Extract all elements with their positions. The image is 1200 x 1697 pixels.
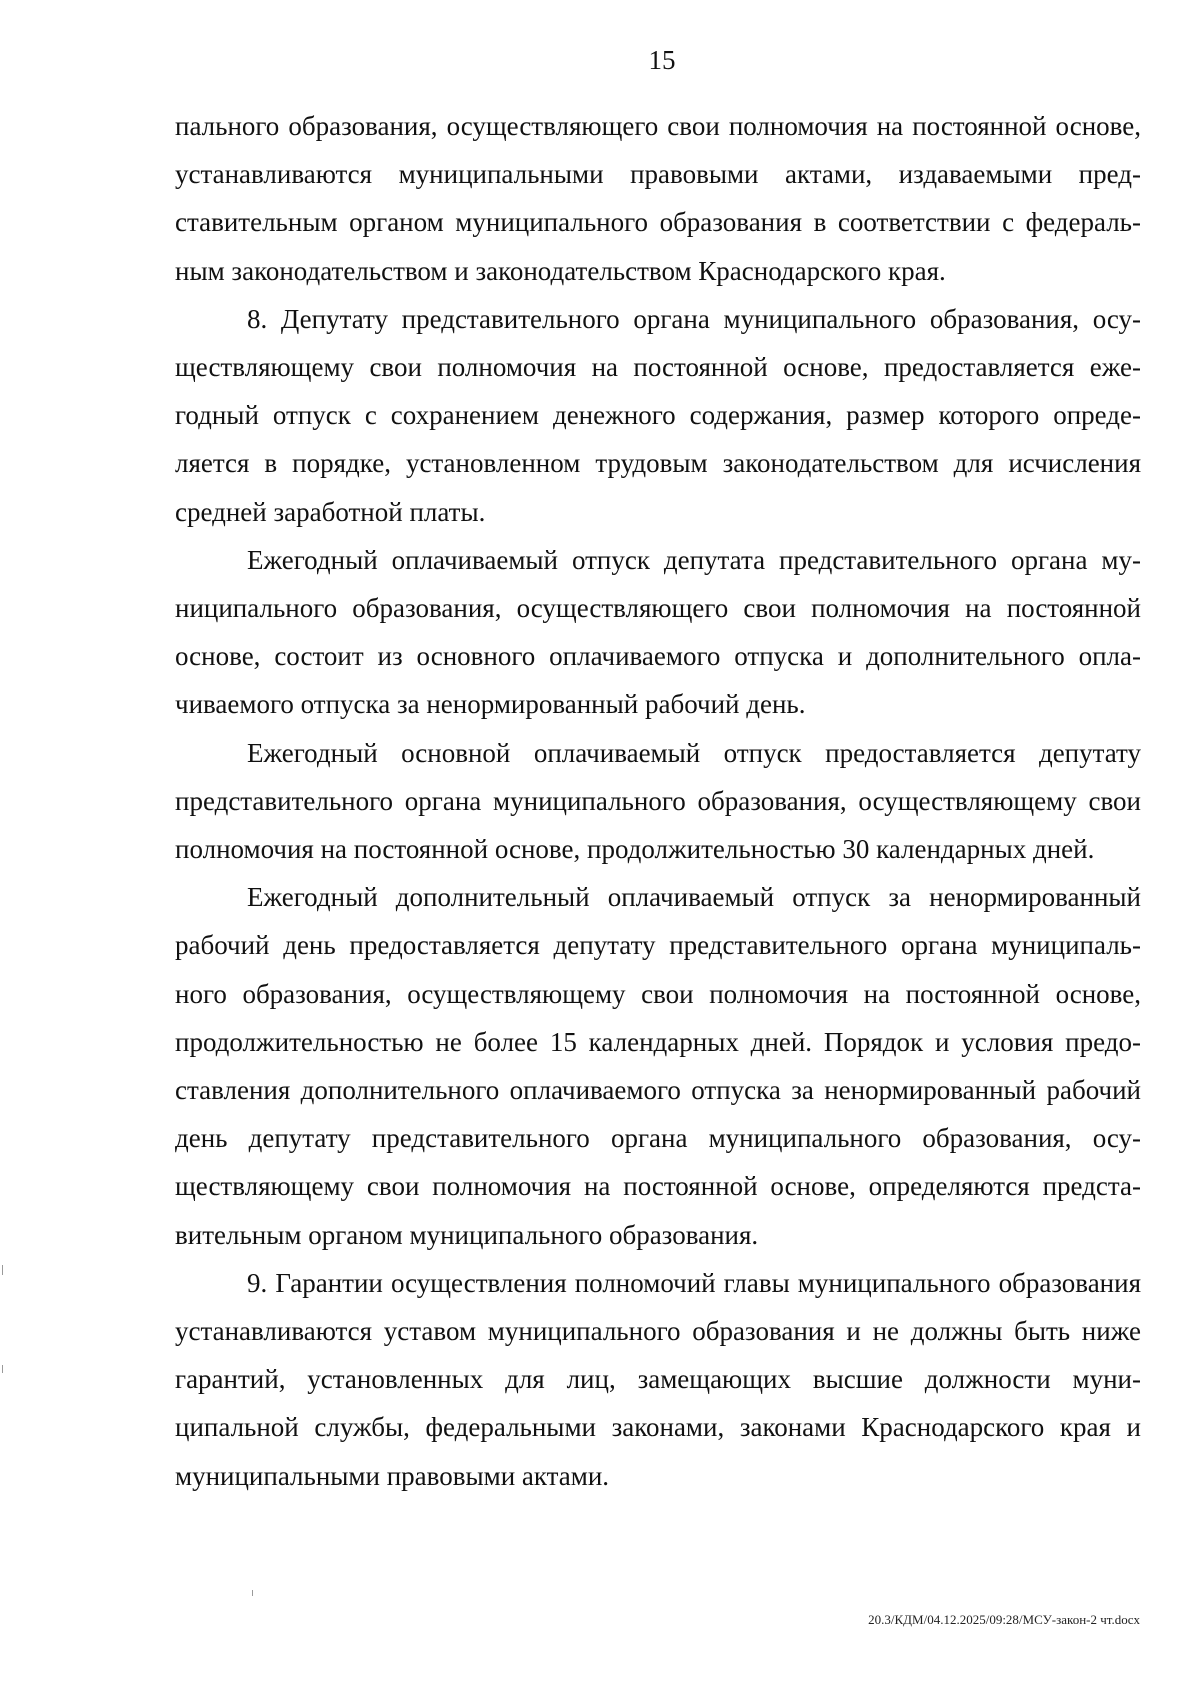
scan-speck [2, 1365, 3, 1373]
document-body [175, 102, 1141, 1500]
paragraph-item-9: 9. Гарантии осуществления полномочий главы муниципального образования устанавливаются уставом муниципального образования и не должны быть ниже гарантий, установленных для лиц, замещающих высшие должности муниципальной службы, федеральными законами, законами Краснодарского края и муниципальными правовыми актами. [175, 1267, 1141, 1491]
paragraph-item-8: 8. Депутату представительного органа муниципального образования, осуществляющему свои полномочия на постоянной основе, предоставляется ежегодный отпуск с сохранением денежного содержания, размер которого определяется в порядке, установленном трудовым законодательством для исчисления средней заработной платы. [175, 303, 1141, 527]
scan-speck [252, 1590, 253, 1596]
footer-document-code: 20.3/КДМ/04.12.2025/09:28/МСУ-закон-2 чт.docx [868, 1612, 1140, 1627]
page-number: 15 [648, 45, 676, 75]
scan-speck [2, 1265, 3, 1275]
paragraph-continuation: пального образования, осуществляющего свои полномочия на постоянной основе, устанавливаются муниципальными правовыми актами, издаваемыми представительным органом муниципального образования в соответствии с федеральным законодательством и законодательством Краснодарского края. [175, 111, 1141, 286]
paragraph-additional-leave: Ежегодный дополнительный оплачиваемый отпуск за ненормированный рабочий день предоставляется депутату представительного органа муниципального образования, осуществляющему свои полномочия на постоянной основе, продолжительностью не более 15 календарных дней. Порядок и условия предоставления дополнительного оплачиваемого отпуска за ненормированный рабочий день депутату представительного органа муниципального образования, осуществляющему свои полномочия на постоянной основе, определяются представительным органом муниципального образования. [175, 882, 1141, 1250]
paragraph-main-leave: Ежегодный основной оплачиваемый отпуск предоставляется депутату представительного органа муниципального образования, осуществляющему свои полномочия на постоянной основе, продолжительностью 30 календарных дней. [175, 737, 1141, 865]
paragraph-annual-leave-composition: Ежегодный оплачиваемый отпуск депутата представительного органа муниципального образования, осуществляющего свои полномочия на постоянной основе, состоит из основного оплачиваемого отпуска и дополнительного оплачиваемого отпуска за ненормированный рабочий день. [175, 544, 1141, 720]
